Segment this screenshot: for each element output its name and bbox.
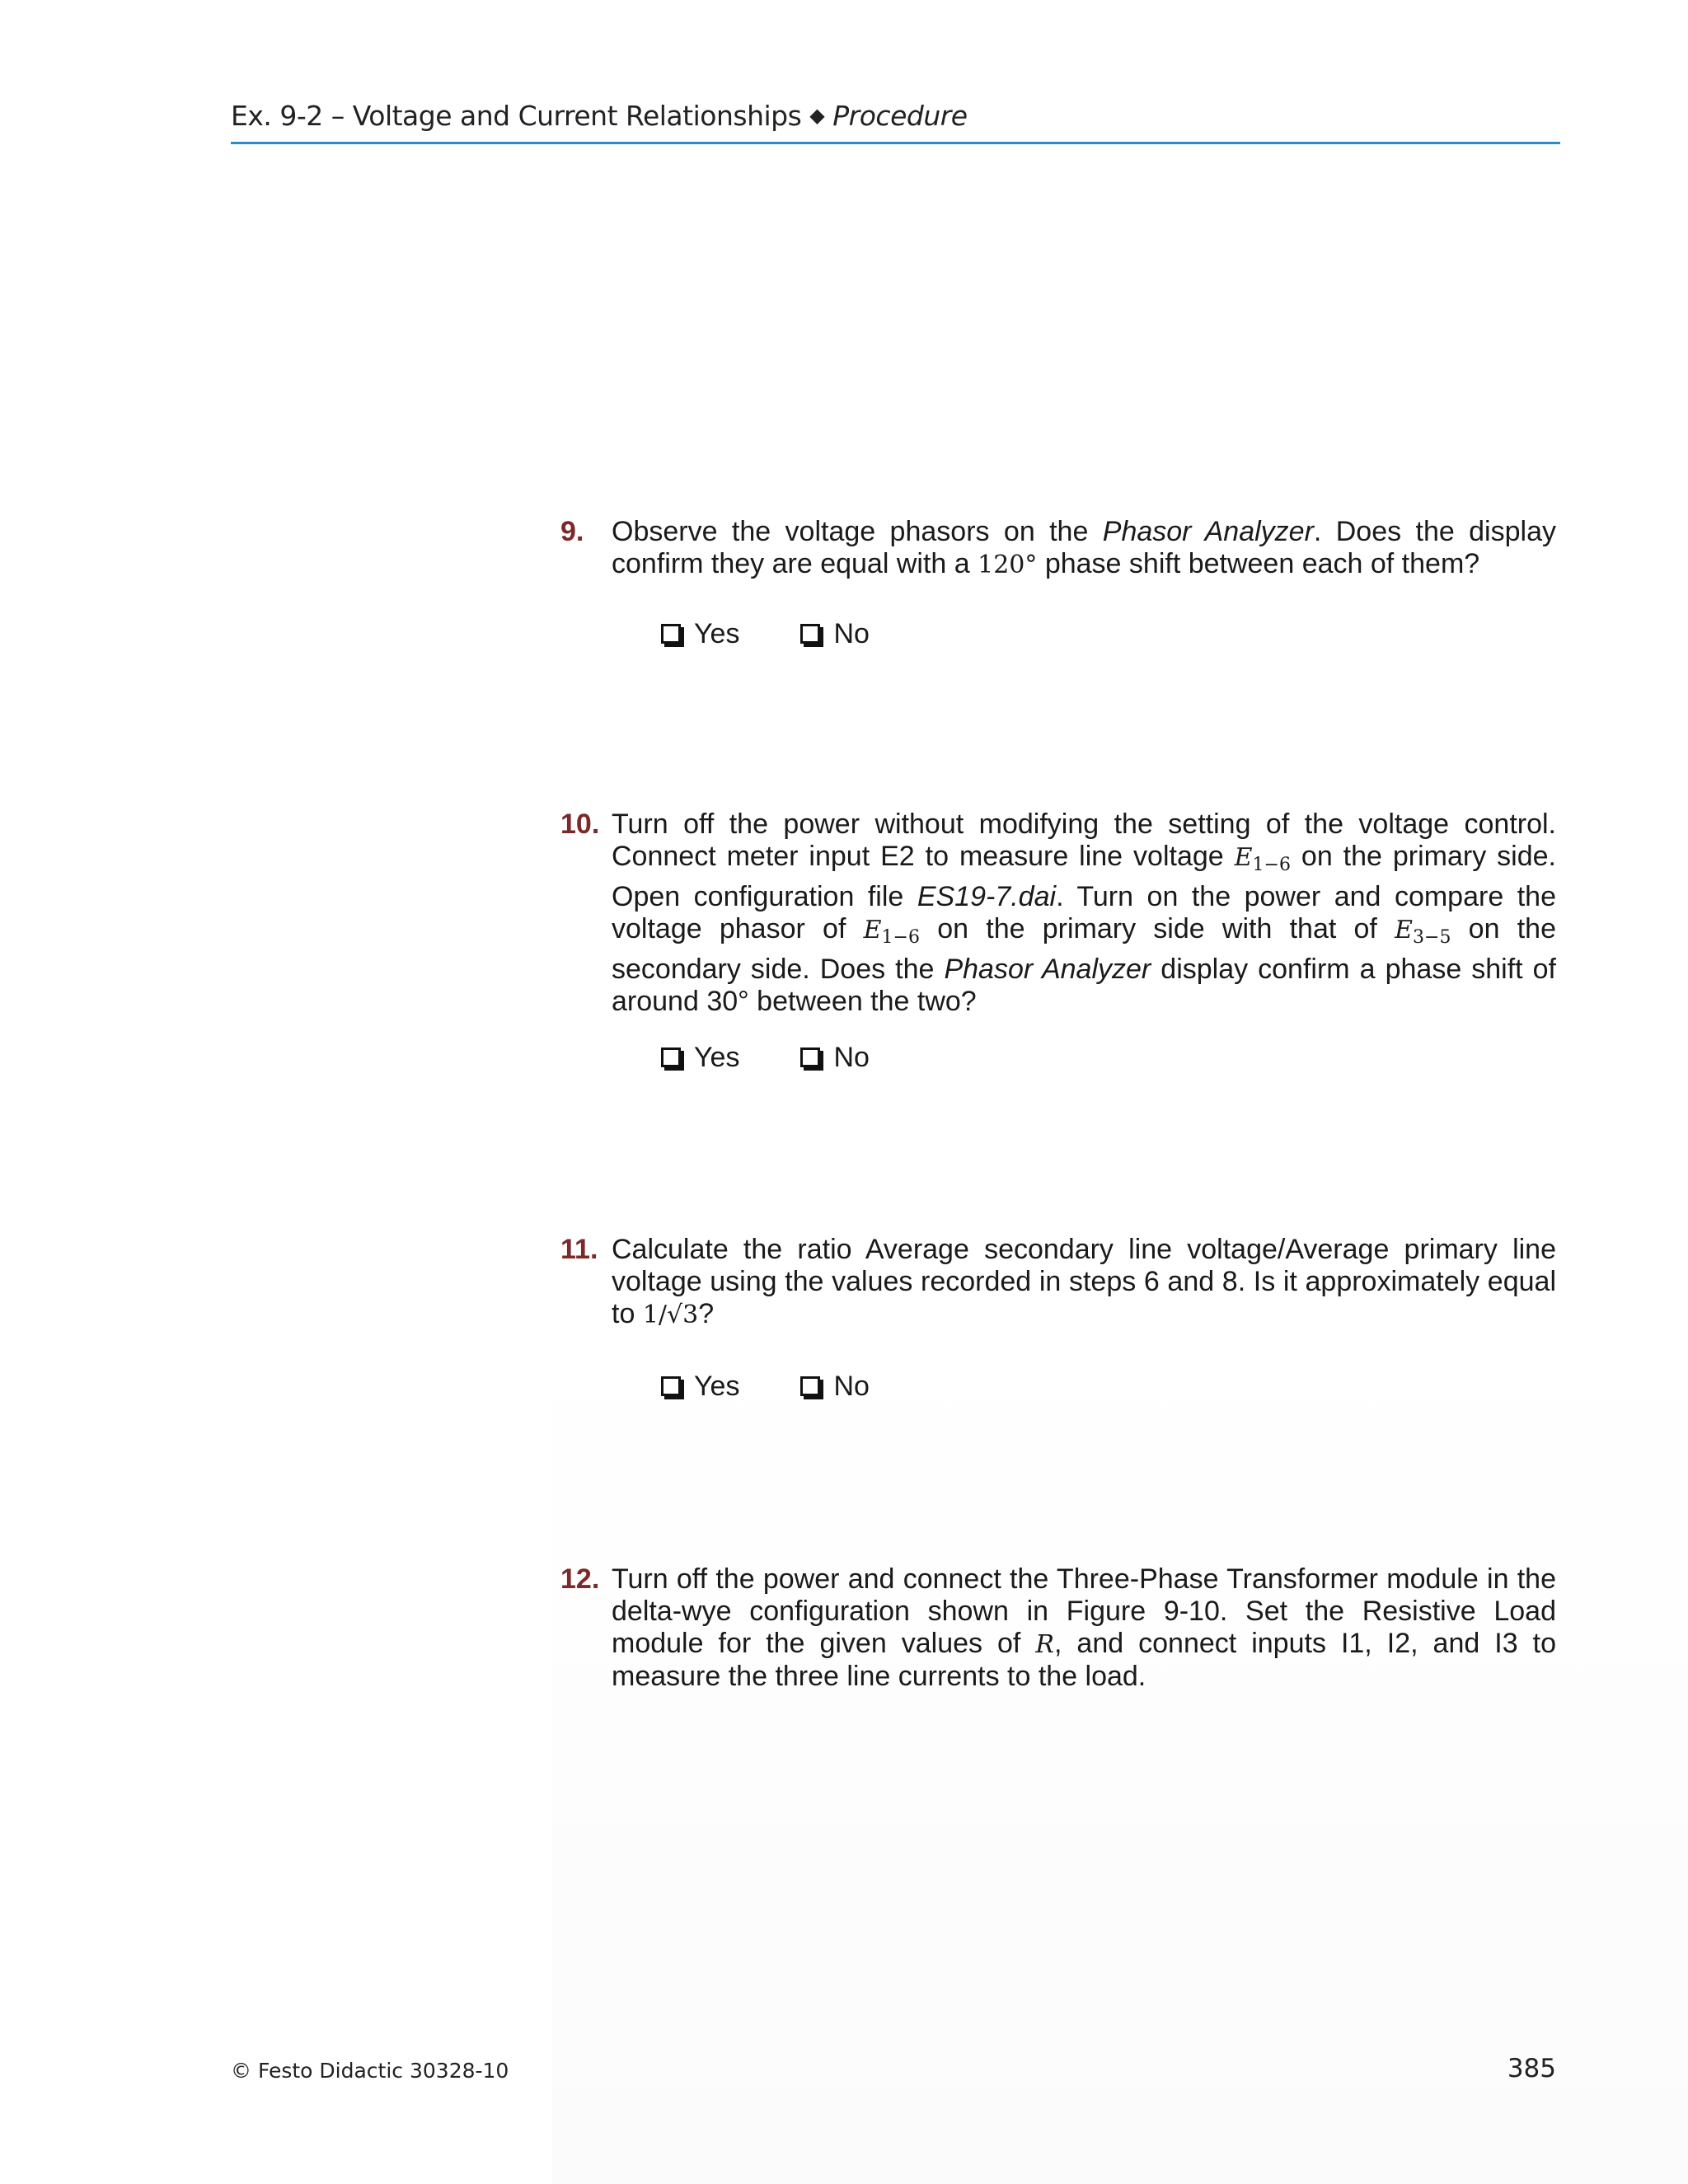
no-label: No	[833, 617, 870, 649]
answer-choices	[661, 1041, 931, 1074]
step-number: 10.	[560, 808, 600, 840]
step-text: Turn off the power and connect the Three-Phase Transformer module in the delta-wye configuration shown in Figure 9-10. Set the Resistive Load module for the given values of R, and connect inputs I1, I2, and I3 to measure the three line currents to the load.	[612, 1563, 1556, 1692]
yes-option[interactable]	[661, 1041, 739, 1074]
yes-checkbox[interactable]	[661, 624, 681, 644]
no-option[interactable]	[800, 617, 869, 650]
yes-label: Yes	[694, 1370, 740, 1402]
no-checkbox[interactable]	[800, 624, 820, 644]
no-checkbox[interactable]	[800, 1047, 820, 1067]
answer-choices	[661, 617, 931, 650]
no-option[interactable]	[800, 1041, 869, 1074]
step-number: 12.	[560, 1563, 600, 1595]
page-number: 385	[1507, 2054, 1556, 2083]
header-title	[231, 100, 968, 132]
footer-copyright: © Festo Didactic 30328-10	[231, 2059, 509, 2083]
yes-label: Yes	[694, 617, 740, 649]
no-checkbox[interactable]	[800, 1376, 820, 1396]
yes-option[interactable]	[661, 617, 739, 650]
page-header	[231, 95, 1560, 144]
no-option[interactable]	[800, 1370, 869, 1403]
yes-checkbox[interactable]	[661, 1376, 681, 1396]
step-text: Turn off the power without modifying the setting of the voltage control. Connect meter input E2 to measure line voltage $E_{1-6}$ on the primary side. Open configuration file ES19-7.dai. Turn on the power and compare the voltage phasor of $E_{1-6}$ on the primary side with that of $E_{3-5}$ on the secondary side. Does the Phasor Analyzer display confirm a phase shift of around 30° between the two?	[612, 808, 1557, 1017]
step-number: 9.	[560, 516, 584, 547]
diamond-icon: ◆	[809, 104, 825, 127]
yes-label: Yes	[694, 1041, 740, 1073]
step-text: Calculate the ratio Average secondary line voltage/Average primary line voltage using the values recorded in steps 6 and 8. Is it approximately equal to 1/√3?	[612, 1234, 1556, 1329]
yes-option[interactable]	[661, 1370, 739, 1403]
no-label: No	[833, 1041, 870, 1073]
step-text: Observe the voltage phasors on the Phasor Analyzer. Does the display confirm they are equal with a 120° phase shift between each of them?	[612, 516, 1556, 579]
no-label: No	[833, 1370, 870, 1402]
header-subsection: Procedure	[832, 100, 968, 132]
header-section: Ex. 9-2 – Voltage and Current Relationships	[231, 100, 802, 132]
answer-choices	[661, 1370, 931, 1403]
yes-checkbox[interactable]	[661, 1047, 681, 1067]
step-number: 11.	[560, 1234, 598, 1265]
